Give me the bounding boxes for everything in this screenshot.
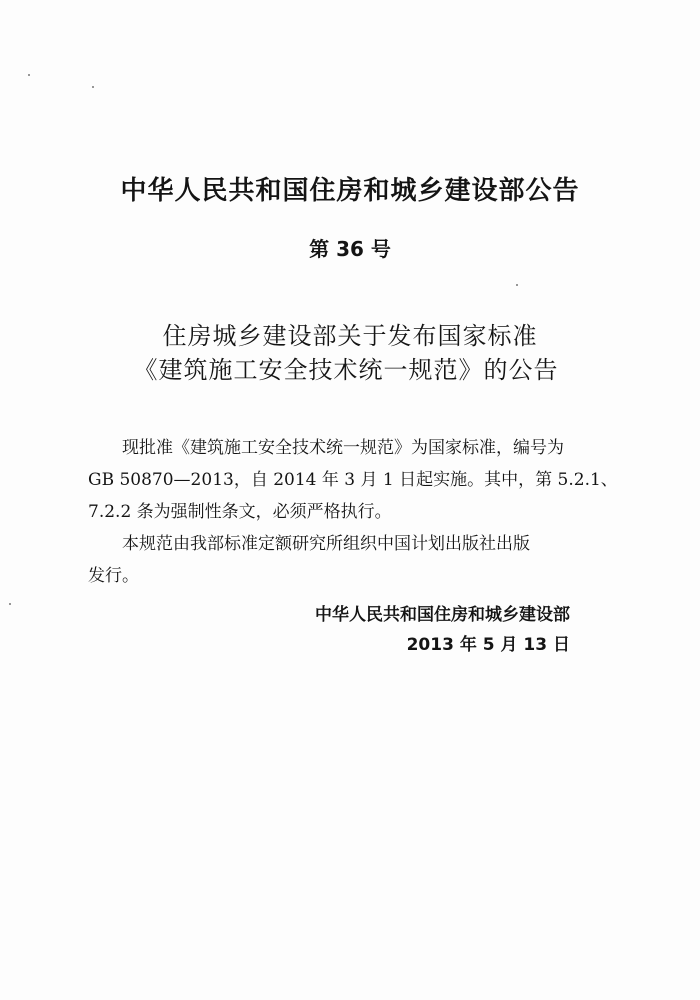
- body-paragraph-1-line-1: 现批准《建筑施工安全技术统一规范》为国家标准，编号为: [122, 438, 564, 458]
- announcement-title-line-2: 《建筑施工安全技术统一规范》的公告: [133, 356, 559, 384]
- announcement-number: 第 36 号: [309, 237, 391, 261]
- issue-date: 2013 年 5 月 13 日: [406, 635, 570, 655]
- ministry-announcement-header: 中华人民共和国住房和城乡建设部公告: [120, 176, 580, 206]
- scan-speck: [92, 86, 94, 88]
- body-paragraph-1-line-2: GB 50870—2013，自 2014 年 3 月 1 日起实施。其中，第 5.2.1、: [88, 470, 618, 490]
- announcement-title-line-1: 住房城乡建设部关于发布国家标准: [162, 322, 538, 350]
- body-paragraph-2-line-2: 发行。: [88, 566, 139, 586]
- scan-speck: [9, 603, 11, 605]
- scan-speck: [516, 284, 518, 286]
- body-paragraph-1-line-3: 7.2.2 条为强制性条文，必须严格执行。: [88, 502, 392, 522]
- body-paragraph-2-line-1: 本规范由我部标准定额研究所组织中国计划出版社出版: [122, 534, 530, 554]
- scan-speck: [28, 74, 30, 76]
- issuer-signature: 中华人民共和国住房和城乡建设部: [315, 605, 570, 625]
